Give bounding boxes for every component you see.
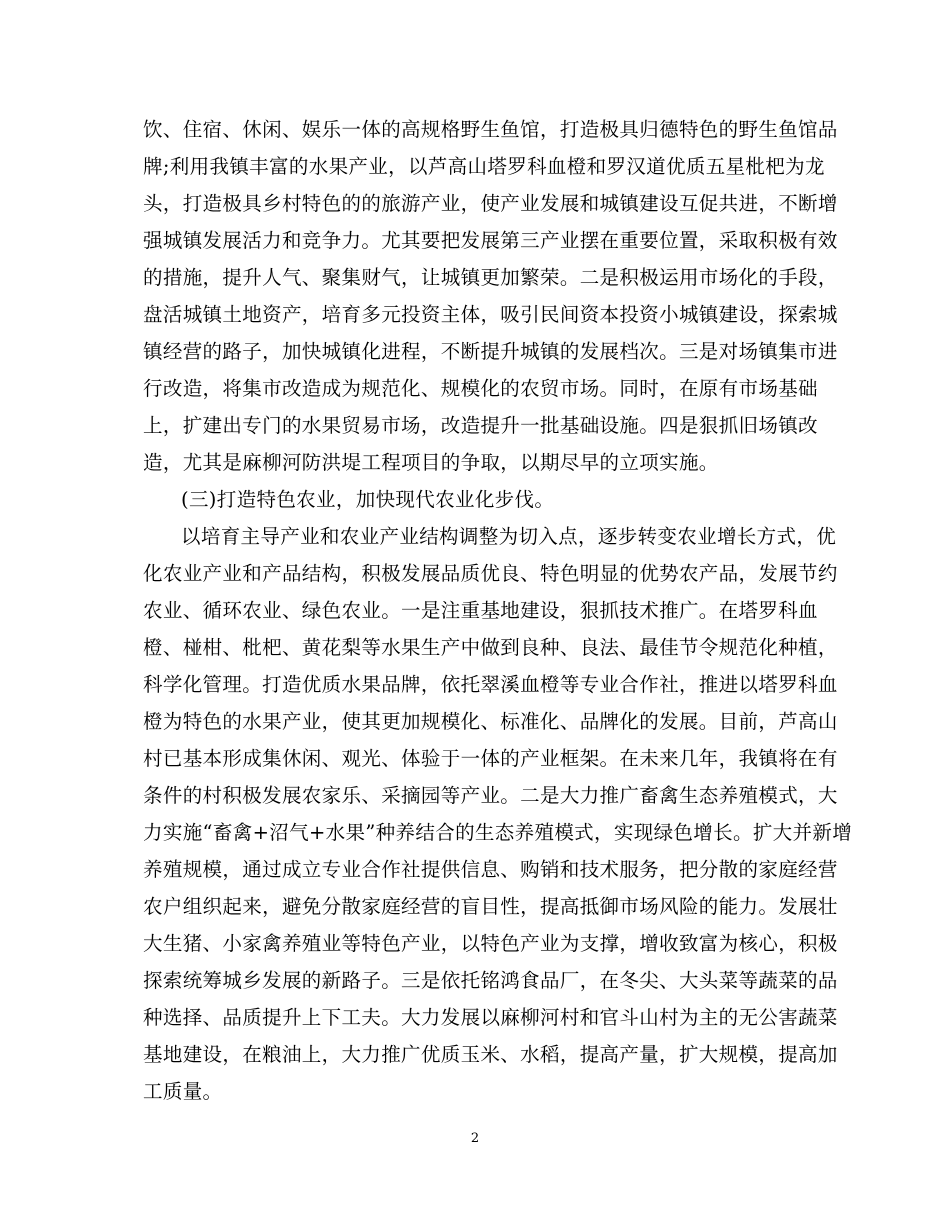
section-heading: (三)打造特色农业，加快现代农业化步伐。 bbox=[181, 488, 555, 511]
text-line-24: 探索统筹城乡发展的新路子。三是依托铭鸿食品厂，在冬尖、大头菜等蔬菜的品 bbox=[143, 969, 838, 992]
text-line-15: 橙、椪柑、枇杷、黄花梨等水果生产中做到良种、良法、最佳节令规范化种植， bbox=[143, 636, 838, 659]
text-line-18: 村已基本形成集休闲、观光、体验于一体的产业框架。在未来几年，我镇将在有 bbox=[143, 747, 838, 770]
text-line-12: 以培育主导产业和农业产业结构调整为切入点，逐步转变农业增长方式，优 bbox=[181, 525, 837, 548]
text-line-8: 行改造，将集市改造成为规范化、规模化的农贸市场。同时，在原有市场基础 bbox=[143, 377, 818, 400]
text-line-27: 工质量。 bbox=[143, 1080, 223, 1103]
text-line-4: 强城镇发展活力和竞争力。尤其要把发展第三产业摆在重要位置，采取积极有效 bbox=[143, 229, 838, 252]
text-line-23: 大生猪、小家禽养殖业等特色产业，以特色产业为支撑，增收致富为核心，积极 bbox=[143, 932, 838, 955]
text-line-5: 的措施，提升人气、聚集财气，让城镇更加繁荣。二是积极运用市场化的手段， bbox=[143, 266, 838, 289]
text-line-19: 条件的村积极发展农家乐、采摘园等产业。二是大力推广畜禽生态养殖模式，大 bbox=[143, 784, 838, 807]
text-line-21: 养殖规模，通过成立专业合作社提供信息、购销和技术服务，把分散的家庭经营 bbox=[143, 858, 838, 881]
text-line-26: 基地建设，在粮油上，大力推广优质玉米、水稻，提高产量，扩大规模，提高加 bbox=[143, 1043, 838, 1066]
text-line-10: 造，尤其是麻柳河防洪堤工程项目的争取，以期尽早的立项实施。 bbox=[143, 451, 719, 474]
text-line-13: 化农业产业和产品结构，积极发展品质优良、特色明显的优势农产品，发展节约 bbox=[143, 562, 838, 585]
text-line-2: 牌;利用我镇丰富的水果产业，以芦高山塔罗科血橙和罗汉道优质五星枇杷为龙 bbox=[143, 155, 825, 178]
text-line-16: 科学化管理。打造优质水果品牌，依托翠溪血橙等专业合作社，推进以塔罗科血 bbox=[143, 673, 838, 696]
page-number: 2 bbox=[470, 1131, 480, 1146]
text-line-3: 头，打造极具乡村特色的的旅游产业，使产业发展和城镇建设互促共进，不断增 bbox=[143, 192, 838, 215]
text-line-1: 饮、住宿、休闲、娱乐一体的高规格野生鱼馆，打造极具归德特色的野生鱼馆品 bbox=[143, 118, 838, 141]
text-line-9: 上，扩建出专门的水果贸易市场，改造提升一批基础设施。四是狠抓旧场镇改 bbox=[143, 414, 818, 437]
text-line-20: 力实施“畜禽+沼气+水果”种养结合的生态养殖模式，实现绿色增长。扩大并新增 bbox=[143, 821, 853, 844]
text-line-6: 盘活城镇土地资产，培育多元投资主体，吸引民间资本投资小城镇建设，探索城 bbox=[143, 303, 838, 326]
text-line-25: 种选择、品质提升上下工夫。大力发展以麻柳河村和官斗山村为主的无公害蔬菜 bbox=[143, 1006, 838, 1029]
text-line-7: 镇经营的路子，加快城镇化进程，不断提升城镇的发展档次。三是对场镇集市进 bbox=[143, 340, 838, 363]
text-line-14: 农业、循环农业、绿色农业。一是注重基地建设，狠抓技术推广。在塔罗科血 bbox=[143, 599, 818, 622]
text-line-22: 农户组织起来，避免分散家庭经营的盲目性，提高抵御市场风险的能力。发展壮 bbox=[143, 895, 838, 918]
text-line-17: 橙为特色的水果产业，使其更加规模化、标准化、品牌化的发展。目前，芦高山 bbox=[143, 710, 838, 733]
